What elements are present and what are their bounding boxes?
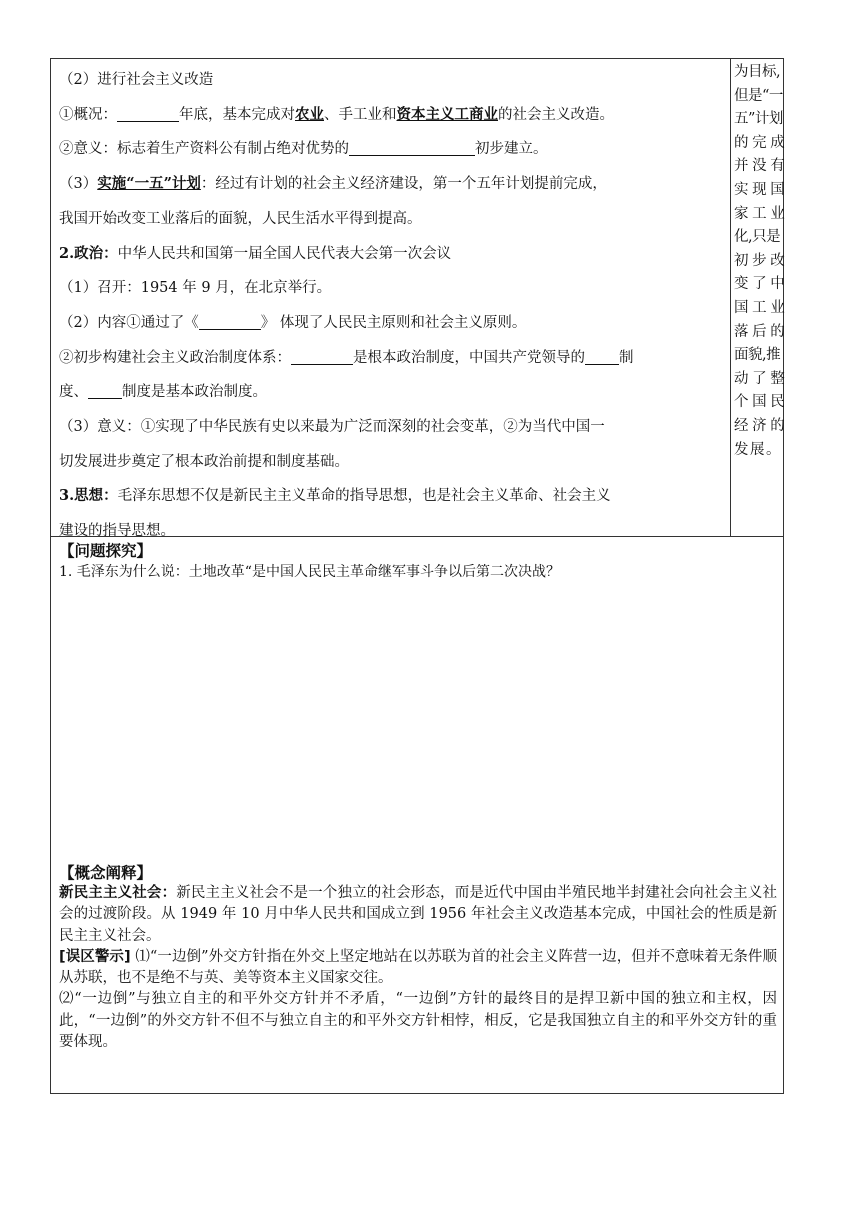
lower-section: [51, 537, 783, 1093]
note-line-3: [59, 132, 722, 167]
study-sheet-table: [50, 58, 784, 1094]
note-text: （2）进行社会主义改造: [59, 72, 214, 88]
note-line-5: [59, 202, 722, 237]
note-line-8: [59, 306, 722, 341]
note-line-13: [59, 479, 722, 514]
note-text: 初步建立。: [475, 141, 548, 158]
note-text: （2）内容①通过了《: [59, 314, 199, 331]
side-note-line: 面貌,推: [734, 347, 781, 364]
note-text: 资本主义工商业: [396, 105, 498, 123]
note-text: 、手工业和: [324, 106, 397, 123]
note-text: ：经过有计划的社会主义经济建设，第一个五年计划提前完成，: [200, 176, 607, 193]
note-line-12: [59, 445, 722, 480]
side-note-line: 国 工 业: [734, 299, 785, 316]
note-text: 制度是基本政治制度。: [122, 384, 267, 401]
note-line-1: [59, 63, 722, 98]
note-text: 毛泽东思想不仅是新民主主义革命的指导思想，也是社会主义革命、社会主义: [117, 488, 611, 505]
side-note-line: 动 了 整: [734, 370, 785, 387]
warning-text-1: ⑴“一边倒”外交方针指在外交上坚定地站在以苏联为首的社会主义阵营一边，但并不意味着无条件顺从苏联，也不是绝不与英、美等资本主义国家交往。: [59, 948, 777, 987]
fill-in-blank: [88, 382, 122, 399]
side-note-line: 的 完 成: [734, 134, 785, 151]
note-line-6: [59, 237, 722, 272]
note-text: 农业: [295, 105, 324, 123]
warning-paragraph-2: ⑵“一边倒”与独立自主的和平外交方针并不矛盾，“一边倒”方针的最终目的是捍卫新中国的独立和主权，因此，“一边倒”的外交方针不但不与独立自主的和平外交方针相悖，相反，它是我国独立自主的和平外交方针的重要体现。: [59, 991, 777, 1051]
warning-label: [误区警示]: [59, 948, 131, 965]
side-note-line: 实 现 国: [734, 181, 785, 198]
note-text: 2.政治：: [59, 244, 118, 262]
note-text: （3）: [59, 176, 98, 193]
fill-in-blank: [117, 105, 179, 122]
main-notes-column: [51, 59, 731, 540]
note-text: ①概况：: [59, 106, 117, 123]
fill-in-blank: [349, 139, 475, 156]
note-text: 我国开始改变工业落后的面貌，人民生活水平得到提高。: [59, 210, 422, 227]
note-text: 中华人民共和国第一届全国人民代表大会第一次会议: [117, 245, 452, 262]
side-note-line: 变 了 中: [734, 276, 785, 293]
side-note-line: 化,只是: [734, 229, 781, 246]
side-note-line: 并 没 有: [734, 158, 785, 175]
fill-in-blank: [291, 348, 353, 365]
side-notes-column: [731, 59, 783, 536]
note-text: （1）召开：1954 年 9 月，在北京举行。: [59, 280, 332, 297]
note-text: ②意义：标志着生产资料公有制占绝对优势的: [59, 141, 349, 158]
side-note-line: 家 工 业: [734, 205, 785, 222]
side-note-line: 但是“一: [734, 87, 783, 104]
concept-block: [59, 863, 777, 1053]
fill-in-blank: [199, 313, 261, 330]
note-text: ②初步构建社会主义政治制度体系：: [59, 349, 291, 366]
side-note-line: 发展。: [734, 441, 780, 458]
note-line-7: [59, 271, 722, 306]
note-text: 年底，基本完成对: [179, 106, 295, 123]
note-text: 建设的指导思想。: [59, 523, 175, 540]
side-note-line: 经 济 的: [734, 417, 785, 434]
note-text: 3.思想：: [59, 487, 118, 505]
concept-definition: 新民主主义社会不是一个独立的社会形态，而是近代中国由半殖民地半封建社会向社会主义社会的过渡阶段。从 1949 年 10 月中华人民共和国成立到 1956 年社会主义改造基本完成，中国社会的性质是新民主主义社会。: [59, 885, 777, 944]
concept-term: 新民主主义社会：: [59, 885, 177, 901]
note-text: （3）意义：①实现了中华民族有史以来最为广泛而深刻的社会变革，②为当代中国一: [59, 419, 605, 436]
side-note-line: 初 步 改: [734, 252, 785, 269]
inquiry-heading: 【问题探究】: [59, 542, 153, 560]
note-text: 是根本政治制度，中国共产党领导的: [353, 349, 585, 366]
note-text: 》 体现了人民民主原则和社会主义原则。: [260, 314, 527, 331]
note-line-10: [59, 375, 722, 410]
inquiry-question: 1. 毛泽东为什么说：土地改革“是中国人民民主革命继军事斗争以后第二次决战？: [59, 564, 560, 580]
side-note-line: 落 后 的: [734, 323, 785, 340]
note-line-9: [59, 341, 722, 376]
note-line-4: [59, 167, 722, 202]
note-line-2: [59, 98, 722, 133]
side-note-line: 为目标,: [734, 64, 781, 80]
concept-definition-paragraph: [59, 883, 777, 947]
note-text: 制: [619, 349, 634, 366]
side-note-line: 个 国 民: [734, 394, 785, 411]
warning-paragraph-1: [59, 947, 777, 990]
note-text: 的社会主义改造。: [498, 106, 614, 123]
note-text: 切发展进步奠定了根本政治前提和制度基础。: [59, 453, 349, 470]
content-row: [51, 59, 785, 540]
note-line-11: [59, 410, 722, 445]
side-note-line: 五”计划: [734, 111, 783, 128]
note-text: 实施“一五”计划: [97, 175, 201, 193]
note-text: 度、: [59, 384, 88, 401]
concept-heading: 【概念阐释】: [59, 864, 153, 882]
fill-in-blank: [585, 348, 619, 365]
